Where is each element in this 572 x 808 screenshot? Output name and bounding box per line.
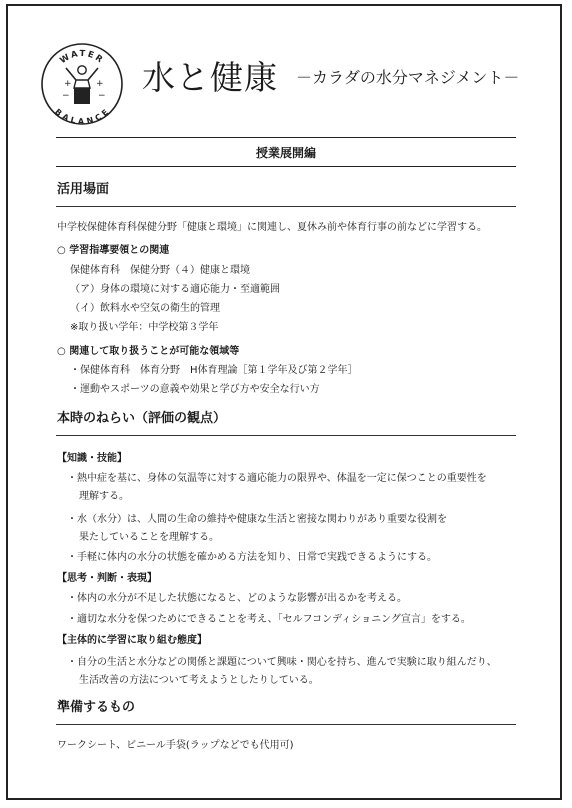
section-heading-usage: 活用場面 bbox=[57, 182, 110, 197]
curriculum-line: ※取り扱い学年：中学校第３学年 bbox=[70, 322, 219, 333]
section-rule bbox=[56, 724, 516, 725]
curriculum-line: （イ）飲料水や空気の衛生的管理 bbox=[70, 303, 220, 314]
svg-text:WATER bbox=[58, 49, 105, 66]
banner-title: 授業展開編 bbox=[255, 146, 316, 160]
page-subtitle: －カラダの水分マネジメント－ bbox=[296, 68, 520, 87]
related-areas-heading: ○ 関連して取り扱うことが可能な領域等 bbox=[57, 346, 240, 357]
section-rule bbox=[56, 435, 516, 436]
category-knowledge: 【知識・技能】 bbox=[57, 453, 127, 464]
aim-line: 生活改善の方法について考えようとしたりしている。 bbox=[79, 675, 319, 686]
section-rule bbox=[56, 206, 516, 207]
svg-text:BALANCE bbox=[53, 107, 111, 126]
svg-text:+: + bbox=[64, 79, 72, 89]
category-thinking: 【思考・判断・表現】 bbox=[57, 573, 157, 584]
curriculum-line: 保健体育科 保健分野（４）健康と環境 bbox=[70, 265, 250, 276]
svg-text:−: − bbox=[98, 91, 106, 101]
related-area-line: ・保健体育科 体育分野 H体育理論［第１学年及び第２学年］ bbox=[70, 365, 358, 376]
section-heading-aims: 本時のねらい（評価の観点） bbox=[57, 411, 227, 426]
page-title: 水と健康 bbox=[142, 58, 278, 97]
aim-line: ・自分の生活と水分などの関係と課題について興味・関心を持ち、進んで実験に取り組んだり、 bbox=[67, 657, 497, 668]
aim-line: ・熱中症を基に、身体の気温等に対する適応能力の限界や、体温を一定に保つことの重要性を bbox=[67, 473, 487, 484]
water-balance-logo bbox=[40, 42, 124, 126]
aim-line: ・手軽に体内の水分の状態を確かめる方法を知り、日常で実践できるようにする。 bbox=[67, 552, 437, 563]
aim-line: ・体内の水分が不足した状態になると、どのような影響が出るかを考える。 bbox=[67, 593, 407, 604]
logo-top-text: WATER bbox=[58, 48, 106, 67]
logo-bottom-text: BALANCE bbox=[53, 106, 112, 126]
materials-text: ワークシート、ビニール手袋(ラップなどでも代用可) bbox=[57, 740, 294, 751]
aim-line: 理解する。 bbox=[79, 491, 129, 502]
svg-text:+: + bbox=[96, 79, 104, 89]
banner-bottom-rule bbox=[56, 166, 516, 167]
curriculum-line: （ア）身体の環境に対する適応能力・至適範囲 bbox=[70, 284, 280, 295]
aim-line: ・適切な水分を保つためにできることを考え、「セルフコンディショニング宣言」をする。 bbox=[67, 614, 471, 625]
related-area-line: ・運動やスポーツの意義や効果と学び方や安全な行い方 bbox=[70, 384, 320, 395]
aim-line: 果たしていることを理解する。 bbox=[79, 532, 219, 543]
banner-top-rule bbox=[56, 137, 516, 138]
aim-line: ・水（水分）は、人間の生命の維持や健康な生活と密接な関わりがあり重要な役割を bbox=[67, 514, 447, 525]
curriculum-heading: ○ 学習指導要領との関連 bbox=[57, 245, 170, 256]
section-heading-materials: 準備するもの bbox=[57, 700, 136, 715]
svg-text:−: − bbox=[62, 91, 70, 101]
usage-intro: 中学校保健体育科保健分野「健康と環境」に関連し、夏休み前や体育行事の前などに学習する。 bbox=[57, 222, 487, 233]
category-attitude: 【主体的に学習に取り組む態度】 bbox=[57, 635, 207, 646]
